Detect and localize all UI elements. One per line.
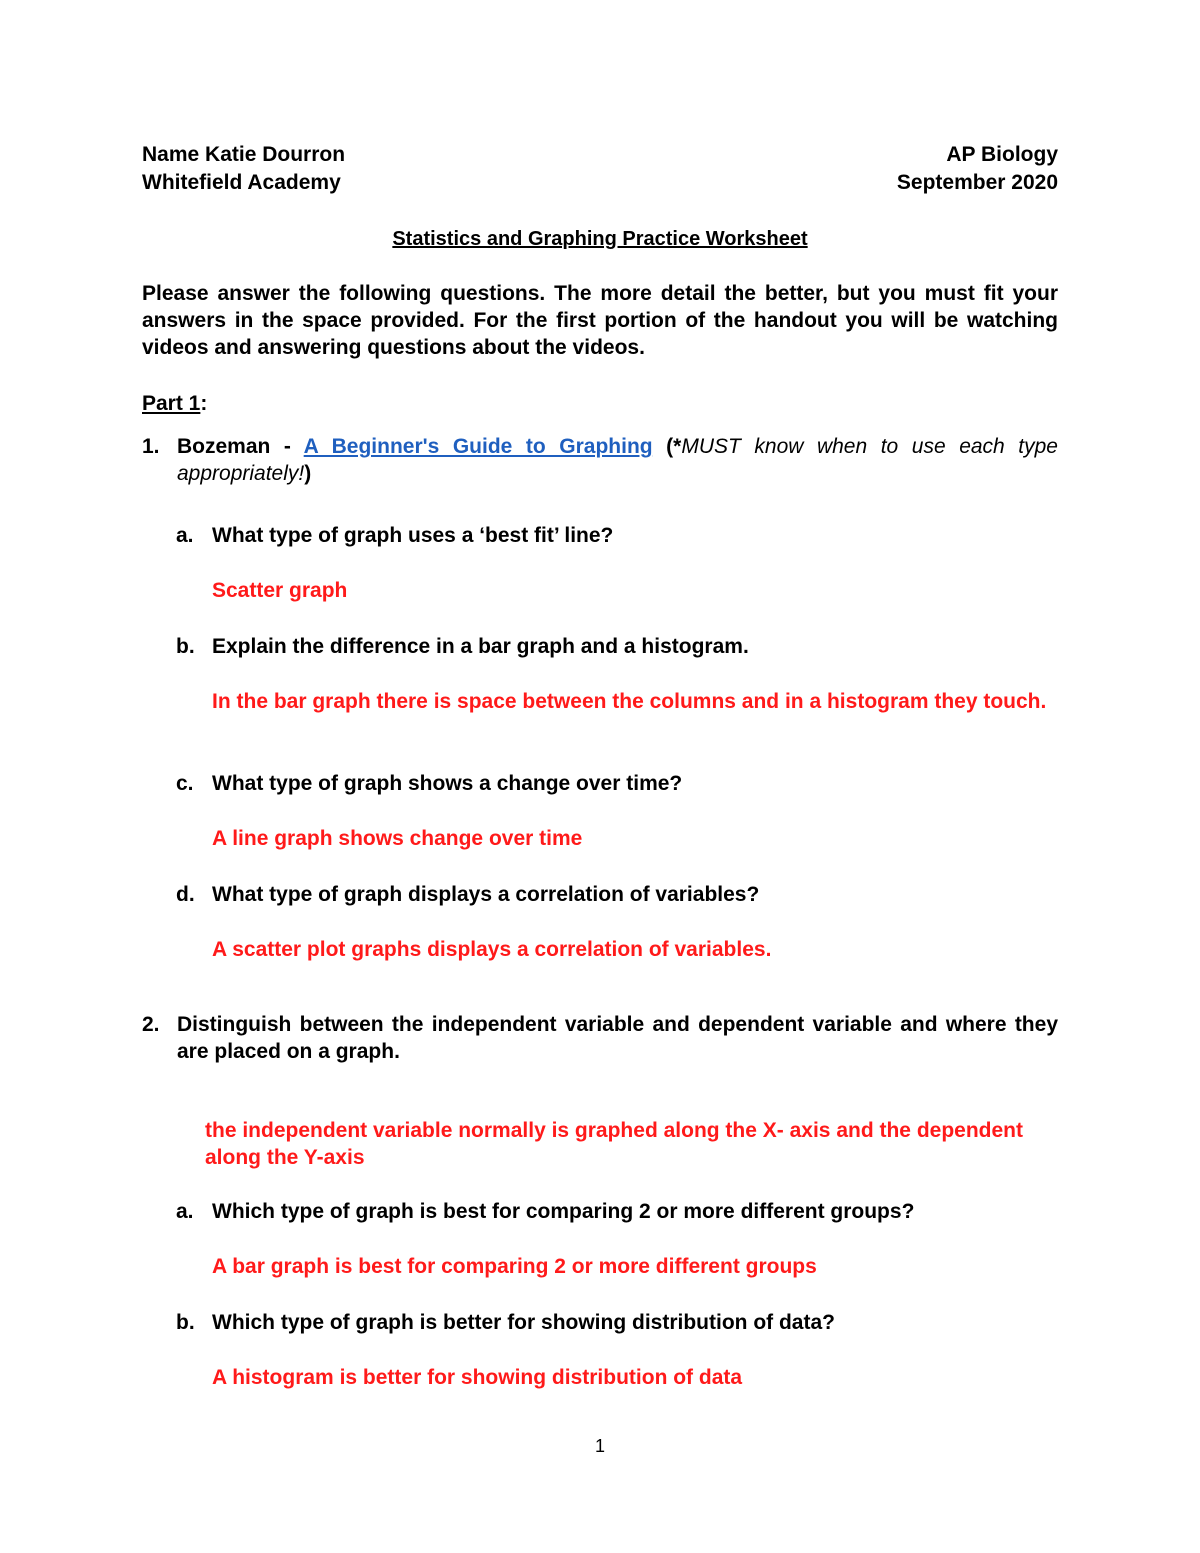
part-label: Part 1 xyxy=(142,392,201,415)
sub-question-letter: c. xyxy=(176,772,194,795)
question-lead: Bozeman - xyxy=(177,435,304,458)
answer-text: A scatter plot graphs displays a correlation of variables. xyxy=(212,938,772,961)
sub-question-text: Which type of graph is best for comparing 2 or more different groups? xyxy=(212,1200,915,1223)
date: September 2020 xyxy=(896,171,1058,194)
paren-close: ) xyxy=(304,462,312,485)
sub-question-letter: b. xyxy=(176,635,195,658)
sub-question-text: What type of graph displays a correlation of variables? xyxy=(212,883,760,906)
answer-text: Scatter graph xyxy=(212,579,348,602)
part-heading xyxy=(142,390,207,417)
answer-text: A bar graph is best for comparing 2 or more different groups xyxy=(212,1255,817,1278)
answer-text: A histogram is better for showing distribution of data xyxy=(212,1366,743,1389)
question-2-text: Distinguish between the independent variable and dependent variable and where they are placed on a graph. xyxy=(177,1013,1058,1063)
video-link[interactable]: A Beginner's Guide to Graphing xyxy=(303,435,653,458)
answer-text: the independent variable normally is graphed along the X- axis and the dependent along the Y-axis xyxy=(205,1119,1023,1169)
sub-question-text: Which type of graph is better for showing distribution of data? xyxy=(212,1311,835,1334)
intro-paragraph: Please answer the following questions. The more detail the better, but you must fit your answers in the space provided. For the first portion of the handout you will be watching videos and answering questions about the videos. xyxy=(142,282,1058,359)
part-colon: : xyxy=(200,392,208,415)
sub-question-text: Explain the difference in a bar graph and a histogram. xyxy=(212,635,749,658)
sub-question-letter: a. xyxy=(176,524,194,547)
course-name: AP Biology xyxy=(946,143,1058,166)
sub-question-letter: a. xyxy=(176,1200,194,1223)
sub-question-letter: d. xyxy=(176,883,195,906)
sub-question-text: What type of graph shows a change over time? xyxy=(212,772,683,795)
paren-open: (* xyxy=(652,435,682,458)
sub-question-letter: b. xyxy=(176,1311,195,1334)
italic-note: MUST know when to use each type appropriately! xyxy=(177,435,1058,485)
answer-text: In the bar graph there is space between the columns and in a histogram they touch. xyxy=(212,690,1047,713)
question-number: 2. xyxy=(142,1013,160,1036)
question-1-text xyxy=(177,433,1058,487)
page-title: Statistics and Graphing Practice Worksheet xyxy=(392,228,808,250)
question-number: 1. xyxy=(142,435,160,458)
sub-question-text: What type of graph uses a ‘best fit’ line? xyxy=(212,524,614,547)
student-name: Name Katie Dourron xyxy=(142,143,346,166)
answer-text: A line graph shows change over time xyxy=(212,827,583,850)
page-number: 1 xyxy=(594,1436,605,1456)
school-name: Whitefield Academy xyxy=(142,171,341,194)
